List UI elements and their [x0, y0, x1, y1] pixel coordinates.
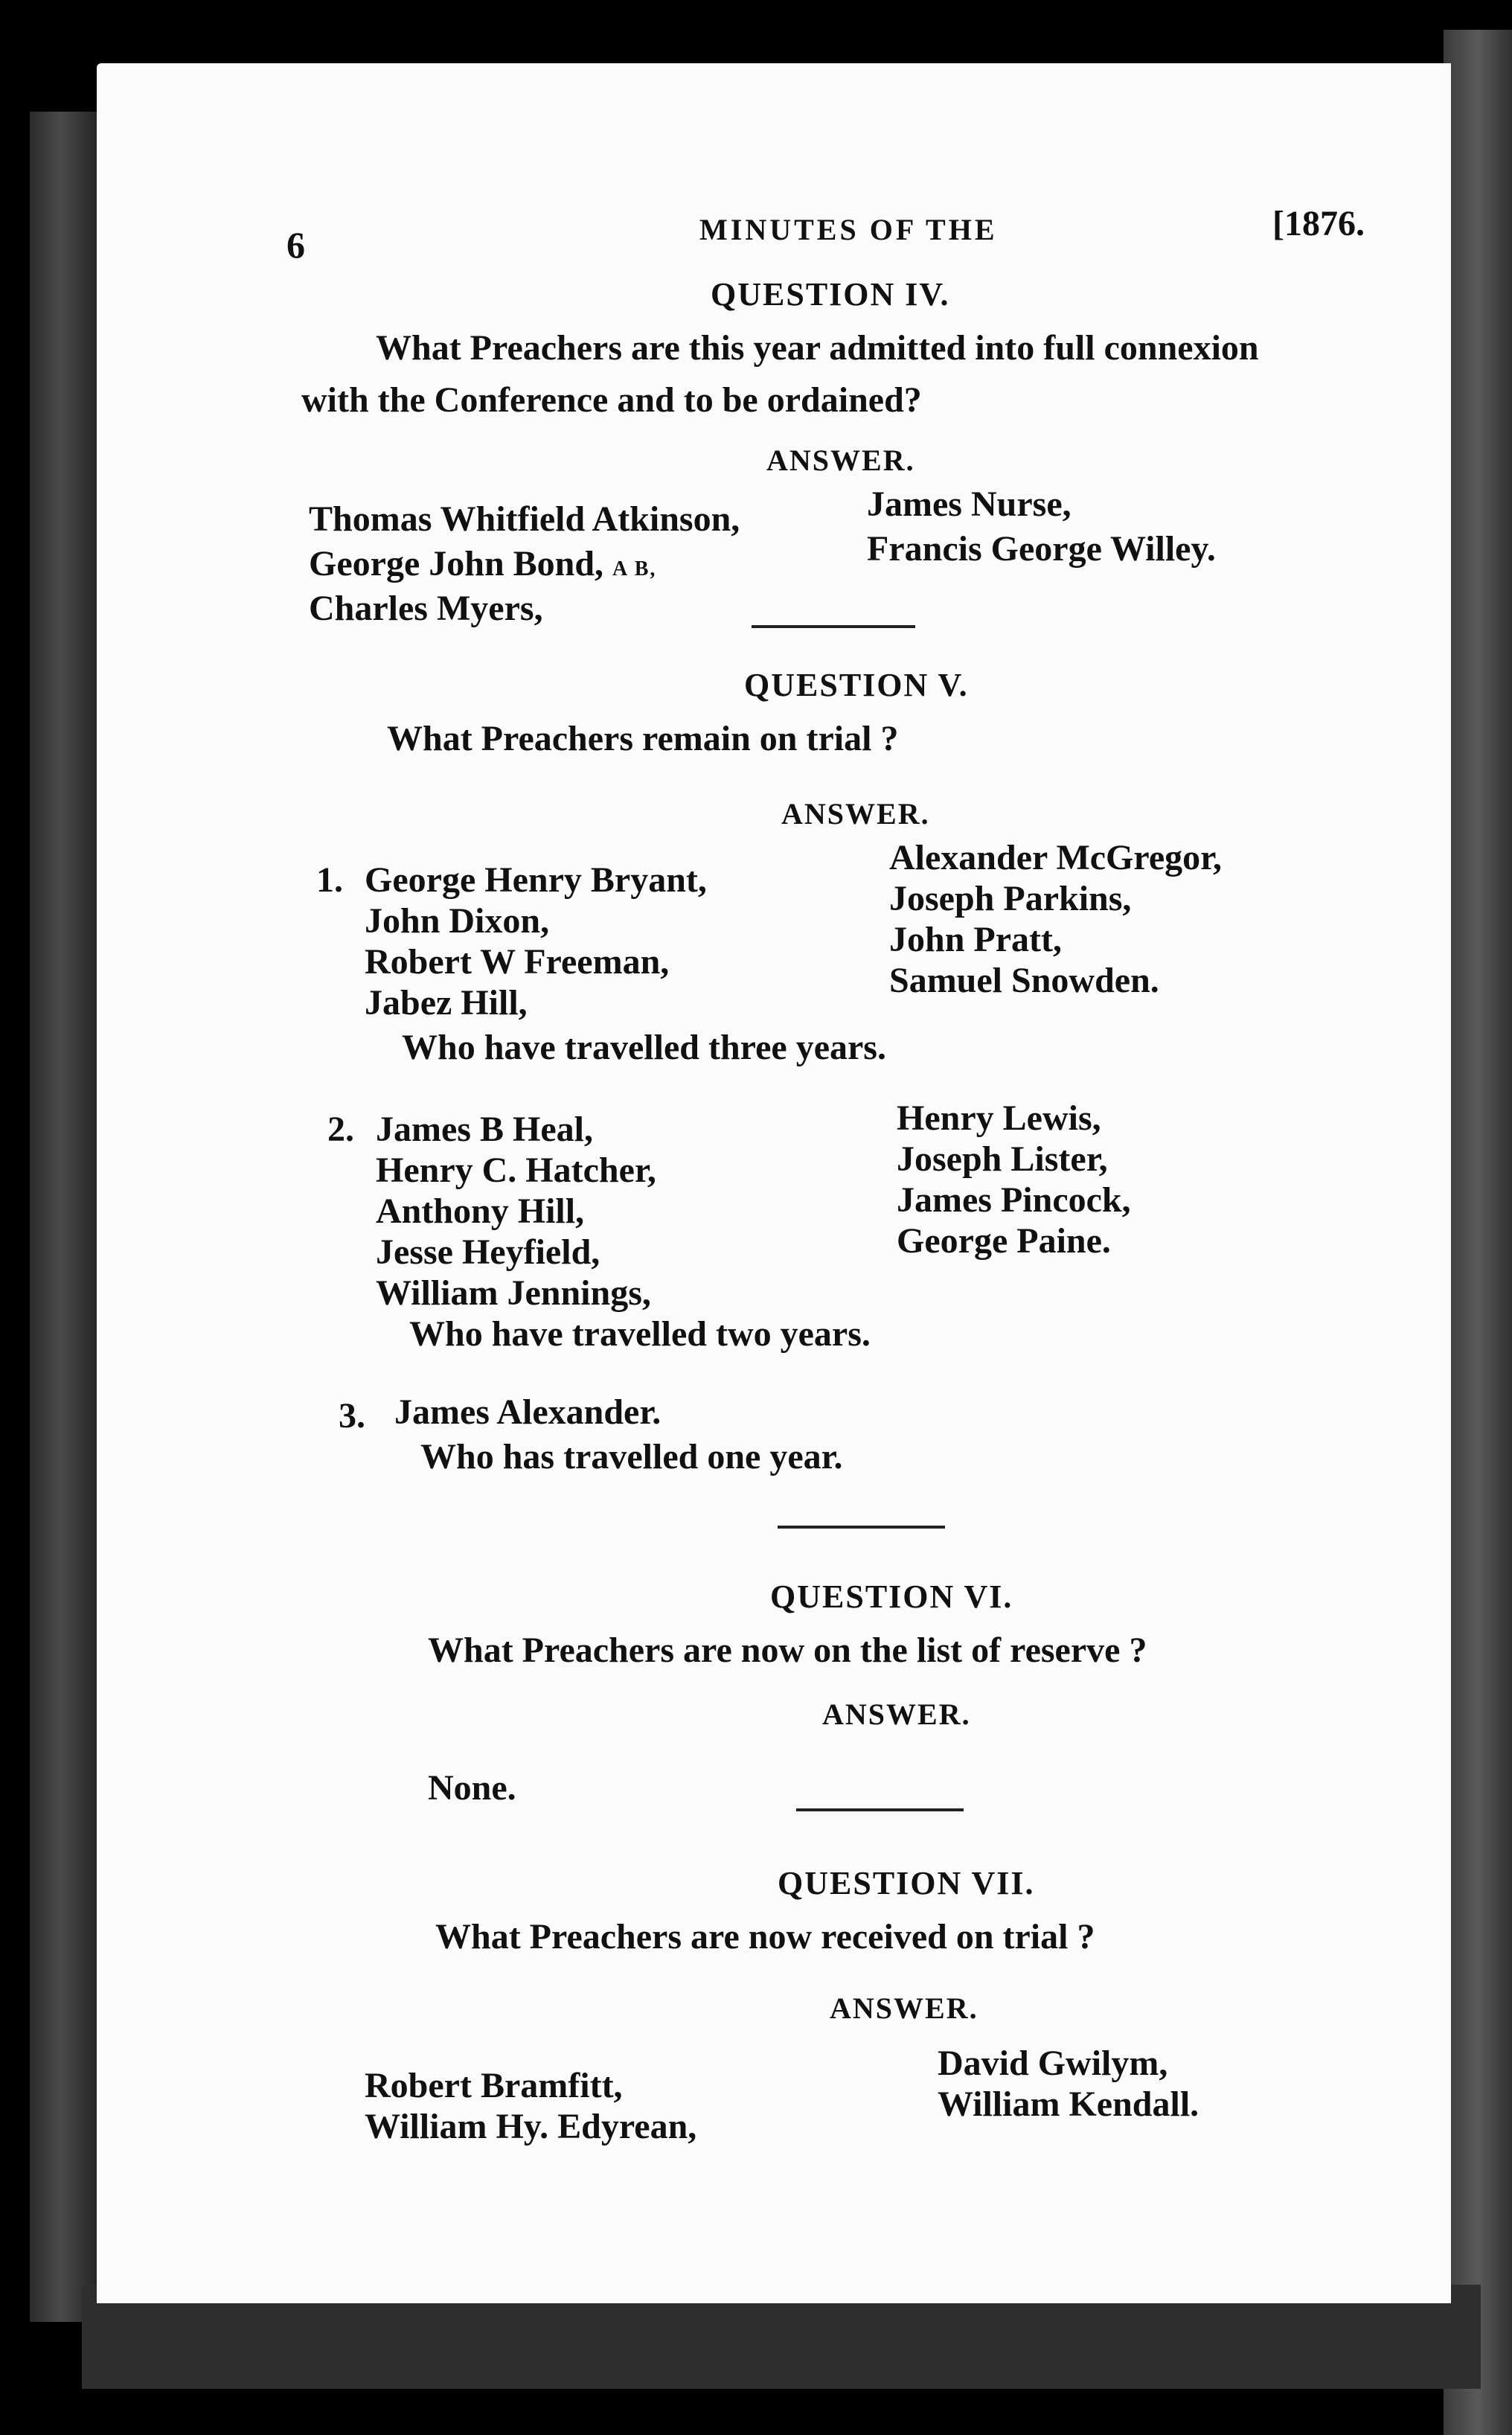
section-divider — [752, 625, 915, 628]
g2-name-right-1: Henry Lewis, — [897, 1098, 1101, 1138]
q7-name-left-1: Robert Bramfitt, — [365, 2066, 623, 2105]
g2-name-left-5: William Jennings, — [376, 1273, 651, 1313]
g1-name-left-2: John Dixon, — [365, 901, 550, 941]
page-number: 6 — [286, 224, 305, 266]
running-title: MINUTES OF THE — [699, 213, 998, 246]
question-vi-answer: None. — [428, 1768, 516, 1808]
question-v-text: What Preachers remain on trial ? — [387, 719, 899, 758]
book-spine-left — [30, 112, 97, 2322]
g1-name-right-4: Samuel Snowden. — [889, 961, 1159, 1000]
group-1-number: 1. — [316, 860, 343, 900]
question-iv-text-line1: What Preachers are this year admitted into full connexion — [376, 328, 1259, 368]
g1-name-right-1: Alexander McGregor, — [889, 838, 1223, 877]
group-3-number: 3. — [339, 1396, 365, 1436]
question-iv-text-line2: with the Conference and to be ordained? — [301, 380, 922, 420]
question-iv-answer-label: ANSWER. — [766, 444, 915, 477]
question-vi-heading: QUESTION VI. — [770, 1578, 1013, 1615]
question-v-heading: QUESTION V. — [744, 667, 969, 703]
g2-name-right-3: James Pincock, — [897, 1180, 1131, 1220]
g2-name-left-4: Jesse Heyfield, — [376, 1232, 600, 1272]
g1-name-left-4: Jabez Hill, — [365, 983, 528, 1023]
g3-name: James Alexander. — [394, 1392, 662, 1432]
q4-name-left-1: Thomas Whitfield Atkinson, — [309, 499, 740, 539]
book-page — [97, 63, 1451, 2303]
q7-name-left-2: William Hy. Edyrean, — [365, 2107, 697, 2146]
q4-name-left-2: George John Bond, A B, — [309, 544, 657, 583]
q4-name-left-3: Charles Myers, — [309, 589, 543, 628]
q4-name-right-1: James Nurse, — [867, 484, 1071, 524]
question-vii-heading: QUESTION VII. — [778, 1865, 1035, 1901]
group-2-note: Who have travelled two years. — [409, 1314, 871, 1354]
g2-name-right-4: George Paine. — [897, 1221, 1111, 1261]
group-2-number: 2. — [327, 1110, 354, 1149]
section-divider — [778, 1526, 945, 1529]
section-divider — [796, 1808, 964, 1811]
group-3-note: Who has travelled one year. — [420, 1437, 843, 1476]
g2-name-left-2: Henry C. Hatcher, — [376, 1151, 656, 1190]
g2-name-left-3: Anthony Hill, — [376, 1191, 585, 1231]
q7-name-right-2: William Kendall. — [938, 2084, 1199, 2124]
group-1-note: Who have travelled three years. — [402, 1028, 886, 1067]
g1-name-left-1: George Henry Bryant, — [365, 860, 707, 900]
g1-name-right-3: John Pratt, — [889, 920, 1062, 959]
question-v-answer-label: ANSWER. — [781, 797, 930, 831]
question-vi-text: What Preachers are now on the list of reserve ? — [428, 1631, 1147, 1670]
page-year: [1876. — [1272, 204, 1365, 243]
g2-name-right-2: Joseph Lister, — [897, 1139, 1108, 1179]
q7-name-right-1: David Gwilym, — [938, 2044, 1168, 2083]
question-vii-answer-label: ANSWER. — [830, 1991, 978, 2025]
q4-name-right-2: Francis George Willey. — [867, 529, 1216, 569]
question-vi-answer-label: ANSWER. — [822, 1698, 971, 1731]
g2-name-left-1: James B Heal, — [376, 1110, 593, 1149]
question-iv-heading: QUESTION IV. — [711, 276, 950, 313]
question-vii-text: What Preachers are now received on trial ? — [435, 1917, 1095, 1956]
g1-name-right-2: Joseph Parkins, — [889, 879, 1132, 918]
book-spine-right — [1444, 30, 1512, 2435]
g1-name-left-3: Robert W Freeman, — [365, 942, 670, 982]
